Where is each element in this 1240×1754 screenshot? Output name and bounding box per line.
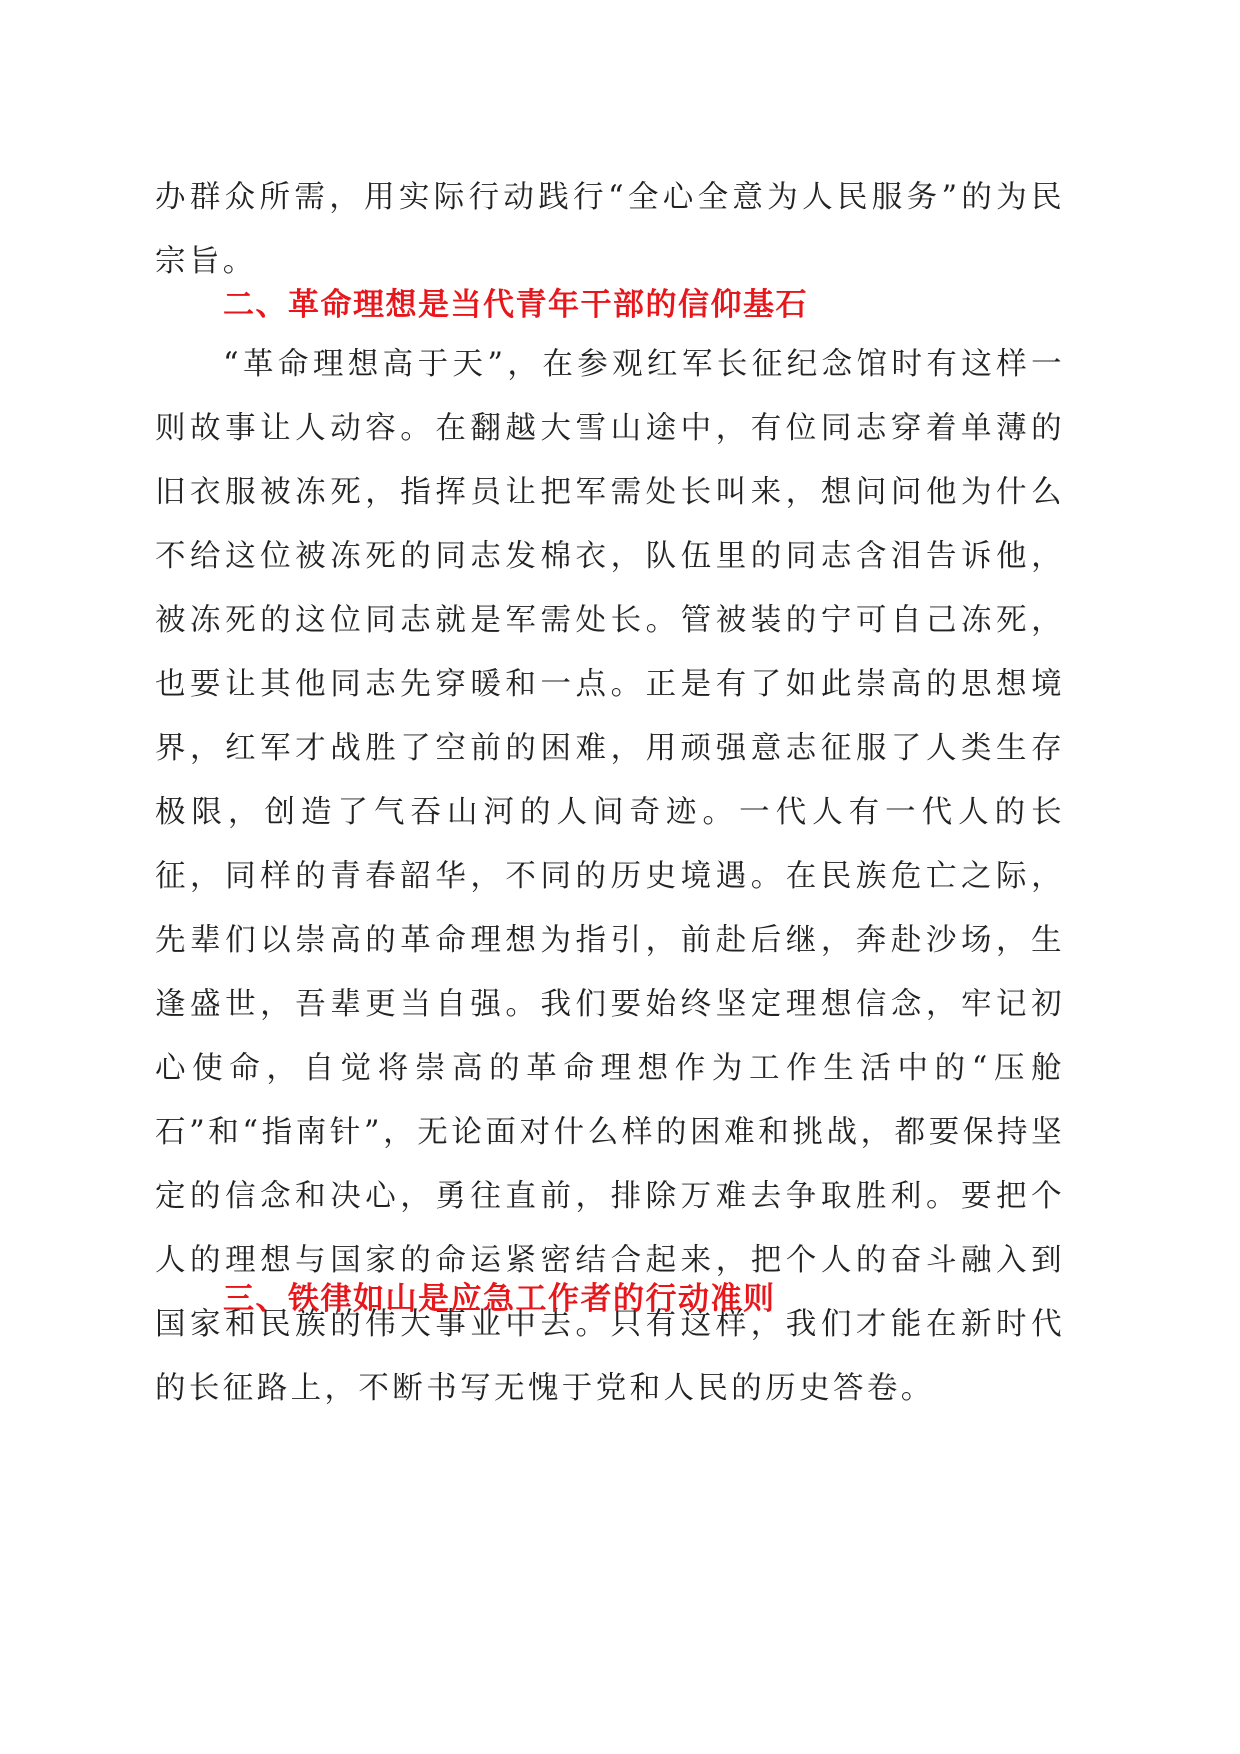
section-2-paragraph: “革命理想高于天”，在参观红军长征纪念馆时有这样一则故事让人动容。在翻越大雪山途中，有位同志穿着单薄的旧衣服被冻死，指挥员让把军需处长叫来，想问问他为什么不给这位被冻死的同志发棉衣，队伍里的同志含泪告诉他，被冻死的这位同志就是军需处长。管被装的宁可自己冻死，也要让其他同志先穿暖和一点。正是有了如此崇高的思想境界，红军才战胜了空前的困难，用顽强意志征服了人类生存极限，创造了气吞山河的人间奇迹。一代人有一代人的长征，同样的青春韶华，不同的历史境遇。在民族危亡之际，先辈们以崇高的革命理想为指引，前赴后继，奔赴沙场，生逢盛世，吾辈更当自强。我们要始终坚定理想信念，牢记初心使命，自觉将崇高的革命理想作为工作生活中的“压舱石”和“指南针”，无论面对什么样的困难和挑战，都要保持坚定的信念和决心，勇往直前，排除万难去争取胜利。要把个人的理想与国家的命运紧密结合起来，把个人的奋斗融入到国家和民族的伟大事业中去。只有这样，我们才能在新时代的长征路上，不断书写无愧于党和人民的历史答卷。	[155, 347, 1065, 1406]
section-2	[155, 273, 1065, 337]
section-3	[155, 1267, 1065, 1331]
continuation-paragraph: 办群众所需，用实际行动践行“全心全意为人民服务”的为民宗旨。	[155, 180, 1065, 279]
section-2-heading: 二、革命理想是当代青年干部的信仰基石	[223, 287, 808, 323]
section-3-heading: 三、铁律如山是应急工作者的行动准则	[223, 1281, 776, 1317]
section-2-body-block	[155, 333, 1065, 1421]
